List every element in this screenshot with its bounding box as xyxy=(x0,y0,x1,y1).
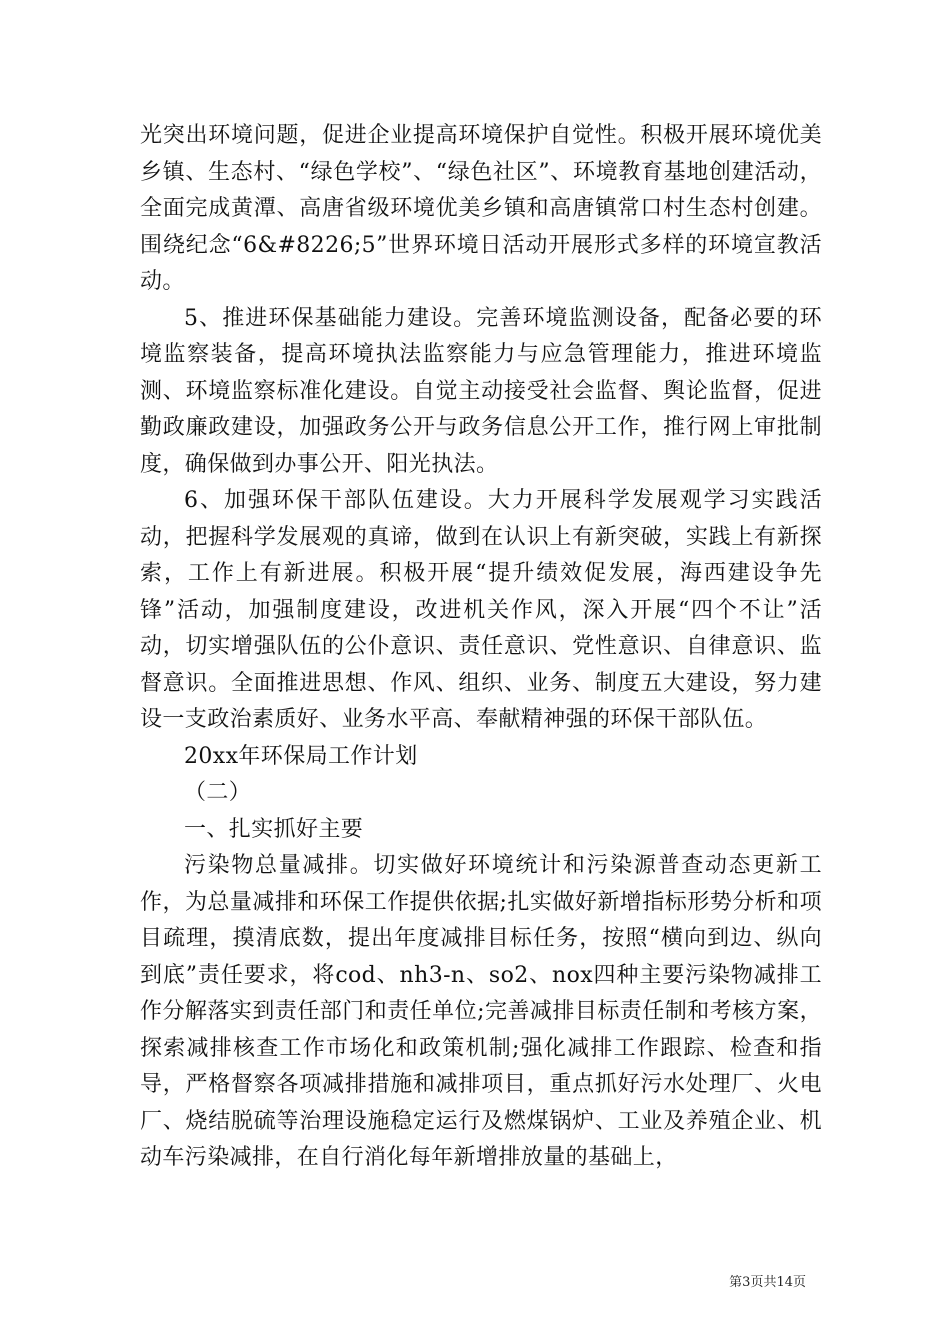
section-title: 20xx年环保局工作计划 xyxy=(184,743,418,769)
paragraph-7: 污染物总量减排。切实做好环境统计和污染源普查动态更新工作，为总量减排和环保工作提供依据;扎实做好新增指标形势分析和项目疏理，摸清底数，提出年度减排目标任务，按照“横向到边、纵向到底”责任要求，将cod、nh3-n、so2、nox四种主要污染物减排工作分解落实到责任部门和责任单位;完善减排目标责任制和考核方案，探索减排核查工作市场化和政策机制;强化减排工作跟踪、检查和指导，严格督察各项减排措施和减排项目，重点抓好污水处理厂、火电厂、烧结脱硫等治理设施稳定运行及燃煤锅炉、工业及养殖企业、机动车污染减排，在自行消化每年新增排放量的基础上， xyxy=(140,853,822,1170)
section-number: （二） xyxy=(184,780,252,805)
document-body xyxy=(140,118,822,1177)
subsection-heading: 一、扎实抓好主要 xyxy=(184,816,364,842)
paragraph-1: 光突出环境问题，促进企业提高环境保护自觉性。积极开展环境优美乡镇、生态村、“绿色学校”、“绿色社区”、环境教育基地创建活动，全面完成黄潭、高唐省级环境优美乡镇和高唐镇常口村生态村创建。围绕纪念“6&#8226;5”世界环境日活动开展形式多样的环境宣教活动。 xyxy=(140,123,822,294)
paragraph-3: 6、加强环保干部队伍建设。大力开展科学发展观学习实践活动，把握科学发展观的真谛，做到在认识上有新突破，实践上有新探索，工作上有新进展。积极开展“提升绩效促发展，海西建设争先锋”活动，加强制度建设，改进机关作风，深入开展“四个不让”活动，切实增强队伍的公仆意识、责任意识、党性意识、自律意识、监督意识。全面推进思想、作风、组织、业务、制度五大建设，努力建设一支政治素质好、业务水平高、奉献精神强的环保干部队伍。 xyxy=(140,488,822,732)
page-number-footer: 第3页共14页 xyxy=(729,1275,806,1290)
paragraph-2: 5、推进环保基础能力建设。完善环境监测设备，配备必要的环境监察装备，提高环境执法监察能力与应急管理能力，推进环境监测、环境监察标准化建设。自觉主动接受社会监督、舆论监督，促进勤政廉政建设，加强政务公开与政务信息公开工作，推行网上审批制度，确保做到办事公开、阳光执法。 xyxy=(140,305,822,477)
